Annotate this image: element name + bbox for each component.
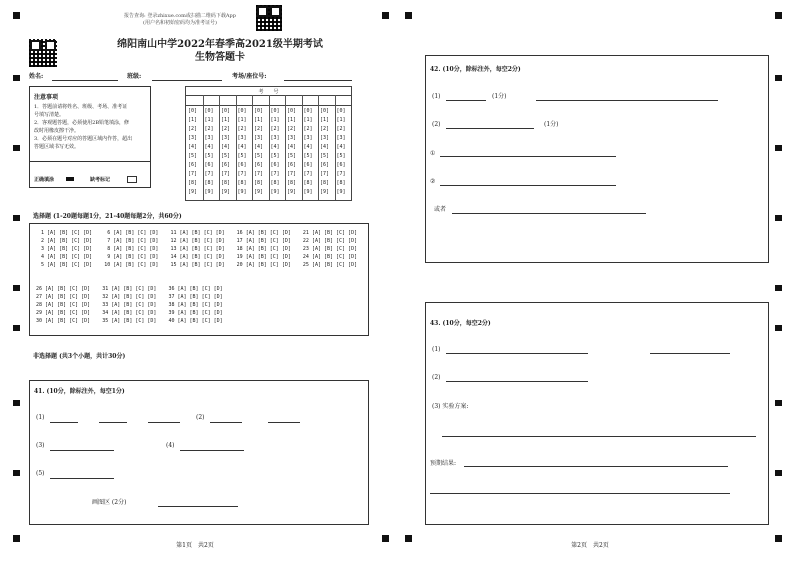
q43-label-3: (3) 实验方案:	[432, 403, 469, 410]
drawing-area-label: 画图区 (2分)	[92, 499, 127, 506]
q41-answer-3[interactable]	[50, 450, 114, 451]
nonmcq-heading: 非选择题 (共3个小题，共计30分)	[33, 353, 126, 360]
exam-number-bubble[interactable]: [9]	[287, 189, 297, 195]
exam-number-bubble[interactable]: [9]	[221, 189, 231, 195]
q42-answer-c2[interactable]	[440, 185, 616, 186]
exam-number-bubble[interactable]: [5]	[237, 153, 247, 159]
q43-answer-1b[interactable]	[650, 353, 730, 354]
q43-answer-result-1[interactable]	[464, 466, 728, 467]
exam-number-bubble[interactable]: [7]	[270, 171, 280, 177]
timing-mark	[775, 75, 782, 81]
class-label: 班级:	[127, 73, 142, 80]
exam-number-bubble[interactable]: [4]	[204, 144, 214, 150]
exam-number-bubble[interactable]: [5]	[303, 153, 313, 159]
exam-number-bubble[interactable]: [4]	[254, 144, 264, 150]
exam-number-bubble[interactable]: [6]	[320, 162, 330, 168]
q43-answer-2[interactable]	[446, 381, 588, 382]
notes-item: 3．必须在题号对应的答题区域内作答，超出	[34, 136, 133, 142]
q41-label-4: (4)	[166, 442, 175, 449]
q41-label-1: (1)	[36, 414, 45, 421]
exam-number-bubble[interactable]: [8]	[188, 180, 198, 186]
q41-answer-1a[interactable]	[50, 422, 78, 423]
q41-title: 41. (10分，除标注外，每空1分)	[34, 388, 125, 395]
mcq-row[interactable]: 28 [A] [B] [C] [D] 33 [A] [B] [C] [D] 38 [A] [B] [C] [D]	[36, 302, 223, 308]
mcq-row[interactable]: 3 [A] [B] [C] [D] 8 [A] [B] [C] [D] 13 [A] [B] [C] [D] 18 [A] [B] [C] [D] 23 [A] [B] [C] [D]	[38, 246, 358, 252]
exam-number-bubble[interactable]: [0]	[336, 108, 346, 114]
exam-number-column-divider	[269, 95, 270, 200]
absent-mark-label: 缺考标记	[90, 177, 111, 183]
mcq-heading: 选择题 (1-20题每题1分，21-40题每题2分，共60分)	[33, 213, 182, 220]
page-number-2: 第2页 共2页	[571, 542, 609, 549]
registration-mark	[775, 12, 782, 19]
exam-number-bubble[interactable]: [6]	[336, 162, 346, 168]
q42-note-1: (1分)	[492, 93, 507, 100]
exam-number-bubble[interactable]: [6]	[204, 162, 214, 168]
exam-number-bubble[interactable]: [9]	[303, 189, 313, 195]
class-field[interactable]	[152, 80, 222, 81]
download-qr-code	[256, 5, 282, 31]
timing-mark	[775, 400, 782, 406]
mcq-row[interactable]: 26 [A] [B] [C] [D] 31 [A] [B] [C] [D] 36 [A] [B] [C] [D]	[36, 286, 223, 292]
name-label: 姓名:	[29, 73, 44, 80]
timing-mark	[405, 12, 412, 19]
exam-number-bubble[interactable]: [2]	[336, 126, 346, 132]
timing-mark	[13, 470, 20, 476]
exam-number-bubble[interactable]: [1]	[336, 117, 346, 123]
exam-number-bubble[interactable]: [5]	[320, 153, 330, 159]
exam-number-bubble[interactable]: [4]	[237, 144, 247, 150]
q42-label-2: (2)	[432, 121, 441, 128]
q42-answer-1a[interactable]	[446, 100, 486, 101]
notes-panel	[29, 86, 151, 188]
exam-number-column-divider	[335, 95, 336, 200]
q41-answer-5[interactable]	[50, 478, 114, 479]
exam-number-bubble[interactable]: [5]	[270, 153, 280, 159]
sheet-title: 生物答题卡	[195, 52, 245, 63]
exam-number-bubble[interactable]: [2]	[221, 126, 231, 132]
exam-number-bubble[interactable]: [1]	[320, 117, 330, 123]
exam-seat-field[interactable]	[284, 80, 352, 81]
timing-mark	[13, 145, 20, 151]
exam-number-grid[interactable]	[185, 86, 352, 201]
q42-title: 42. (10分，除标注外，每空2分)	[430, 66, 521, 73]
exam-number-bubble[interactable]: [6]	[188, 162, 198, 168]
notes-item: 答题区域书写无效。	[34, 144, 80, 150]
exam-number-bubble[interactable]: [1]	[188, 117, 198, 123]
exam-number-bubble[interactable]: [8]	[204, 180, 214, 186]
timing-mark	[775, 215, 782, 221]
q42-note-2: (1分)	[544, 121, 559, 128]
mcq-row[interactable]: 1 [A] [B] [C] [D] 6 [A] [B] [C] [D] 11 [A] [B] [C] [D] 16 [A] [B] [C] [D] 21 [A] [B] [C] [D]	[38, 230, 358, 236]
exam-number-bubble[interactable]: [0]	[204, 108, 214, 114]
exam-number-bubble[interactable]: [7]	[303, 171, 313, 177]
exam-number-bubble[interactable]: [7]	[221, 171, 231, 177]
exam-number-bubble[interactable]: [7]	[287, 171, 297, 177]
mcq-row[interactable]: 4 [A] [B] [C] [D] 9 [A] [B] [C] [D] 14 [A] [B] [C] [D] 19 [A] [B] [C] [D] 24 [A] [B] [C] [D]	[38, 254, 358, 260]
exam-number-bubble[interactable]: [1]	[287, 117, 297, 123]
notes-item: 2．客观题答题，必须使用2B铅笔填涂，修	[34, 120, 130, 126]
app-notice: 报告查询: 登录zhixue.com或扫描二维码下载App	[124, 13, 236, 19]
timing-mark	[775, 285, 782, 291]
mcq-row[interactable]: 2 [A] [B] [C] [D] 7 [A] [B] [C] [D] 12 [A] [B] [C] [D] 17 [A] [B] [C] [D] 22 [A] [B] [C] [D]	[38, 238, 358, 244]
notes-item: 号填写清楚。	[34, 112, 65, 118]
exam-number-bubble[interactable]: [2]	[303, 126, 313, 132]
exam-number-bubble[interactable]: [1]	[221, 117, 231, 123]
exam-number-column-divider	[252, 95, 253, 200]
q43-label-1: (1)	[432, 346, 441, 353]
exam-number-bubble[interactable]: [4]	[287, 144, 297, 150]
exam-number-bubble[interactable]: [7]	[254, 171, 264, 177]
exam-number-bubble[interactable]: [9]	[204, 189, 214, 195]
mcq-row[interactable]: 27 [A] [B] [C] [D] 32 [A] [B] [C] [D] 37 [A] [B] [C] [D]	[36, 294, 223, 300]
exam-number-bubble[interactable]: [3]	[254, 135, 264, 141]
q42-answer-1b[interactable]	[536, 100, 718, 101]
exam-number-bubble[interactable]: [3]	[221, 135, 231, 141]
timing-mark	[775, 325, 782, 331]
q42-or-label: 或者	[434, 206, 447, 213]
q43-result-label: 预期结果:	[430, 460, 457, 467]
timing-mark	[13, 215, 20, 221]
registration-mark	[775, 535, 782, 542]
exam-number-bubble[interactable]: [1]	[254, 117, 264, 123]
exam-number-bubble[interactable]: [3]	[270, 135, 280, 141]
exam-number-bubble[interactable]: [7]	[188, 171, 198, 177]
exam-number-bubble[interactable]: [7]	[320, 171, 330, 177]
timing-mark	[775, 470, 782, 476]
exam-number-bubble[interactable]: [3]	[188, 135, 198, 141]
timing-mark	[13, 325, 20, 331]
exam-number-bubble[interactable]: [2]	[204, 126, 214, 132]
exam-number-bubble[interactable]: [3]	[336, 135, 346, 141]
exam-number-bubble[interactable]: [6]	[254, 162, 264, 168]
correct-fill-sample	[66, 177, 74, 181]
exam-number-column-divider	[318, 95, 319, 200]
exam-number-bubble[interactable]: [0]	[188, 108, 198, 114]
absent-mark-box[interactable]	[127, 176, 137, 183]
timing-mark	[405, 535, 412, 542]
q43-title: 43. (10分，每空2分)	[430, 320, 491, 327]
exam-number-bubble[interactable]: [8]	[303, 180, 313, 186]
app-notice-sub: (用户名和初始密码均为准考证号)	[143, 20, 217, 26]
exam-number-bubble[interactable]: [0]	[303, 108, 313, 114]
exam-number-bubble[interactable]: [9]	[336, 189, 346, 195]
exam-number-bubble[interactable]: [4]	[303, 144, 313, 150]
registration-mark	[13, 12, 20, 19]
exam-number-bubble[interactable]: [1]	[204, 117, 214, 123]
exam-number-bubble[interactable]: [5]	[254, 153, 264, 159]
q41-answer-4[interactable]	[180, 450, 244, 451]
exam-number-bubble[interactable]: [1]	[237, 117, 247, 123]
exam-number-bubble[interactable]: [7]	[237, 171, 247, 177]
exam-number-bubble[interactable]: [4]	[336, 144, 346, 150]
q43-answer-3[interactable]	[442, 436, 756, 437]
exam-number-bubble[interactable]: [3]	[237, 135, 247, 141]
page-number-1: 第1页 共2页	[176, 542, 214, 549]
exam-number-bubble[interactable]: [4]	[221, 144, 231, 150]
notes-item: 改时用橡皮擦干净。	[34, 128, 80, 134]
exam-number-bubble[interactable]: [1]	[303, 117, 313, 123]
correct-fill-label: 正确填涂	[34, 177, 55, 183]
exam-number-bubble[interactable]: [8]	[270, 180, 280, 186]
exam-number-column-divider	[302, 95, 303, 200]
exam-number-bubble[interactable]: [9]	[254, 189, 264, 195]
q42-answer-c1[interactable]	[440, 156, 616, 157]
q41-answer-2a[interactable]	[210, 422, 242, 423]
exam-number-column-divider	[285, 95, 286, 200]
exam-number-bubble[interactable]: [6]	[270, 162, 280, 168]
exam-number-bubble[interactable]: [5]	[287, 153, 297, 159]
exam-number-bubble[interactable]: [7]	[204, 171, 214, 177]
mcq-row[interactable]: 29 [A] [B] [C] [D] 34 [A] [B] [C] [D] 39 [A] [B] [C] [D]	[36, 310, 223, 316]
q41-answer-2b[interactable]	[268, 422, 300, 423]
timing-mark	[775, 145, 782, 151]
exam-number-bubble[interactable]: [9]	[270, 189, 280, 195]
exam-number-bubble[interactable]: [8]	[254, 180, 264, 186]
drawing-area-line[interactable]	[158, 506, 238, 507]
q43-label-2: (2)	[432, 374, 441, 381]
notes-heading: 注意事项	[34, 94, 59, 101]
q42-circle-2: ②	[430, 178, 436, 185]
exam-title: 绵阳南山中学2022年春季高2021级半期考试	[117, 39, 323, 50]
exam-number-bubble[interactable]: [0]	[221, 108, 231, 114]
q41-panel	[29, 380, 369, 525]
timing-mark	[382, 12, 389, 19]
q41-label-3: (3)	[36, 442, 45, 449]
exam-number-bubble[interactable]: [8]	[221, 180, 231, 186]
exam-number-bubble[interactable]: [5]	[336, 153, 346, 159]
exam-number-bubble[interactable]: [2]	[287, 126, 297, 132]
exam-number-column-divider	[203, 95, 204, 200]
exam-number-bubble[interactable]: [8]	[320, 180, 330, 186]
exam-number-bubble[interactable]: [3]	[303, 135, 313, 141]
timing-mark	[382, 535, 389, 542]
exam-seat-label: 考场/座位号:	[232, 73, 267, 80]
exam-number-bubble[interactable]: [2]	[270, 126, 280, 132]
q41-label-2: (2)	[196, 414, 205, 421]
exam-number-bubble[interactable]: [8]	[237, 180, 247, 186]
exam-number-column-divider	[219, 95, 220, 200]
mcq-row[interactable]: 30 [A] [B] [C] [D] 35 [A] [B] [C] [D] 40 [A] [B] [C] [D]	[36, 318, 223, 324]
exam-number-bubble[interactable]: [2]	[320, 126, 330, 132]
q42-answer-or[interactable]	[452, 213, 646, 214]
notes-item: 1．答题前请将姓名、班级、考场、准考证	[34, 104, 128, 110]
exam-number-bubble[interactable]: [1]	[270, 117, 280, 123]
exam-number-bubble[interactable]: [4]	[188, 144, 198, 150]
exam-number-bubble[interactable]: [5]	[221, 153, 231, 159]
q41-answer-1b[interactable]	[99, 422, 127, 423]
q42-panel	[425, 55, 769, 263]
q42-circle-1: ①	[430, 150, 436, 157]
timing-mark	[13, 400, 20, 406]
exam-number-bubble[interactable]: [3]	[320, 135, 330, 141]
exam-number-bubble[interactable]: [9]	[188, 189, 198, 195]
exam-number-column-divider	[236, 95, 237, 200]
exam-number-bubble[interactable]: [6]	[287, 162, 297, 168]
exam-number-bubble[interactable]: [4]	[320, 144, 330, 150]
exam-number-bubble[interactable]: [3]	[204, 135, 214, 141]
exam-number-bubble[interactable]: [6]	[221, 162, 231, 168]
exam-number-bubble[interactable]: [0]	[320, 108, 330, 114]
q42-label-1: (1)	[432, 93, 441, 100]
exam-number-bubble[interactable]: [2]	[237, 126, 247, 132]
exam-number-title: 考 号	[258, 89, 279, 95]
exam-number-bubble[interactable]: [3]	[287, 135, 297, 141]
exam-number-bubble[interactable]: [9]	[320, 189, 330, 195]
notes-divider	[30, 161, 150, 162]
registration-mark	[13, 535, 20, 542]
student-qr-code	[29, 39, 57, 67]
q43-panel	[425, 302, 769, 525]
exam-number-bubble[interactable]: [8]	[336, 180, 346, 186]
exam-number-bubble[interactable]: [0]	[287, 108, 297, 114]
q41-answer-1c[interactable]	[148, 422, 180, 423]
exam-number-bubble[interactable]: [4]	[270, 144, 280, 150]
exam-number-bubble[interactable]: [7]	[336, 171, 346, 177]
exam-number-bubble[interactable]: [5]	[204, 153, 214, 159]
exam-number-bubble[interactable]: [2]	[188, 126, 198, 132]
exam-number-bubble[interactable]: [9]	[237, 189, 247, 195]
exam-number-bubble[interactable]: [0]	[237, 108, 247, 114]
q42-answer-2[interactable]	[446, 128, 534, 129]
mcq-panel[interactable]	[29, 223, 369, 336]
q41-label-5: (5)	[36, 470, 45, 477]
exam-number-bubble[interactable]: [0]	[254, 108, 264, 114]
exam-number-bubble[interactable]: [8]	[287, 180, 297, 186]
name-field[interactable]	[52, 80, 118, 81]
exam-number-bubble[interactable]: [6]	[237, 162, 247, 168]
timing-mark	[13, 285, 20, 291]
exam-number-bubble[interactable]: [5]	[188, 153, 198, 159]
exam-number-bubble[interactable]: [6]	[303, 162, 313, 168]
exam-number-bubble[interactable]: [0]	[270, 108, 280, 114]
mcq-row[interactable]: 5 [A] [B] [C] [D] 10 [A] [B] [C] [D] 15 [A] [B] [C] [D] 20 [A] [B] [C] [D] 25 [A] [B] [C] [D]	[38, 262, 358, 268]
q43-answer-1a[interactable]	[446, 353, 588, 354]
q43-answer-result-2[interactable]	[430, 493, 730, 494]
exam-number-bubble[interactable]: [2]	[254, 126, 264, 132]
timing-mark	[13, 75, 20, 81]
